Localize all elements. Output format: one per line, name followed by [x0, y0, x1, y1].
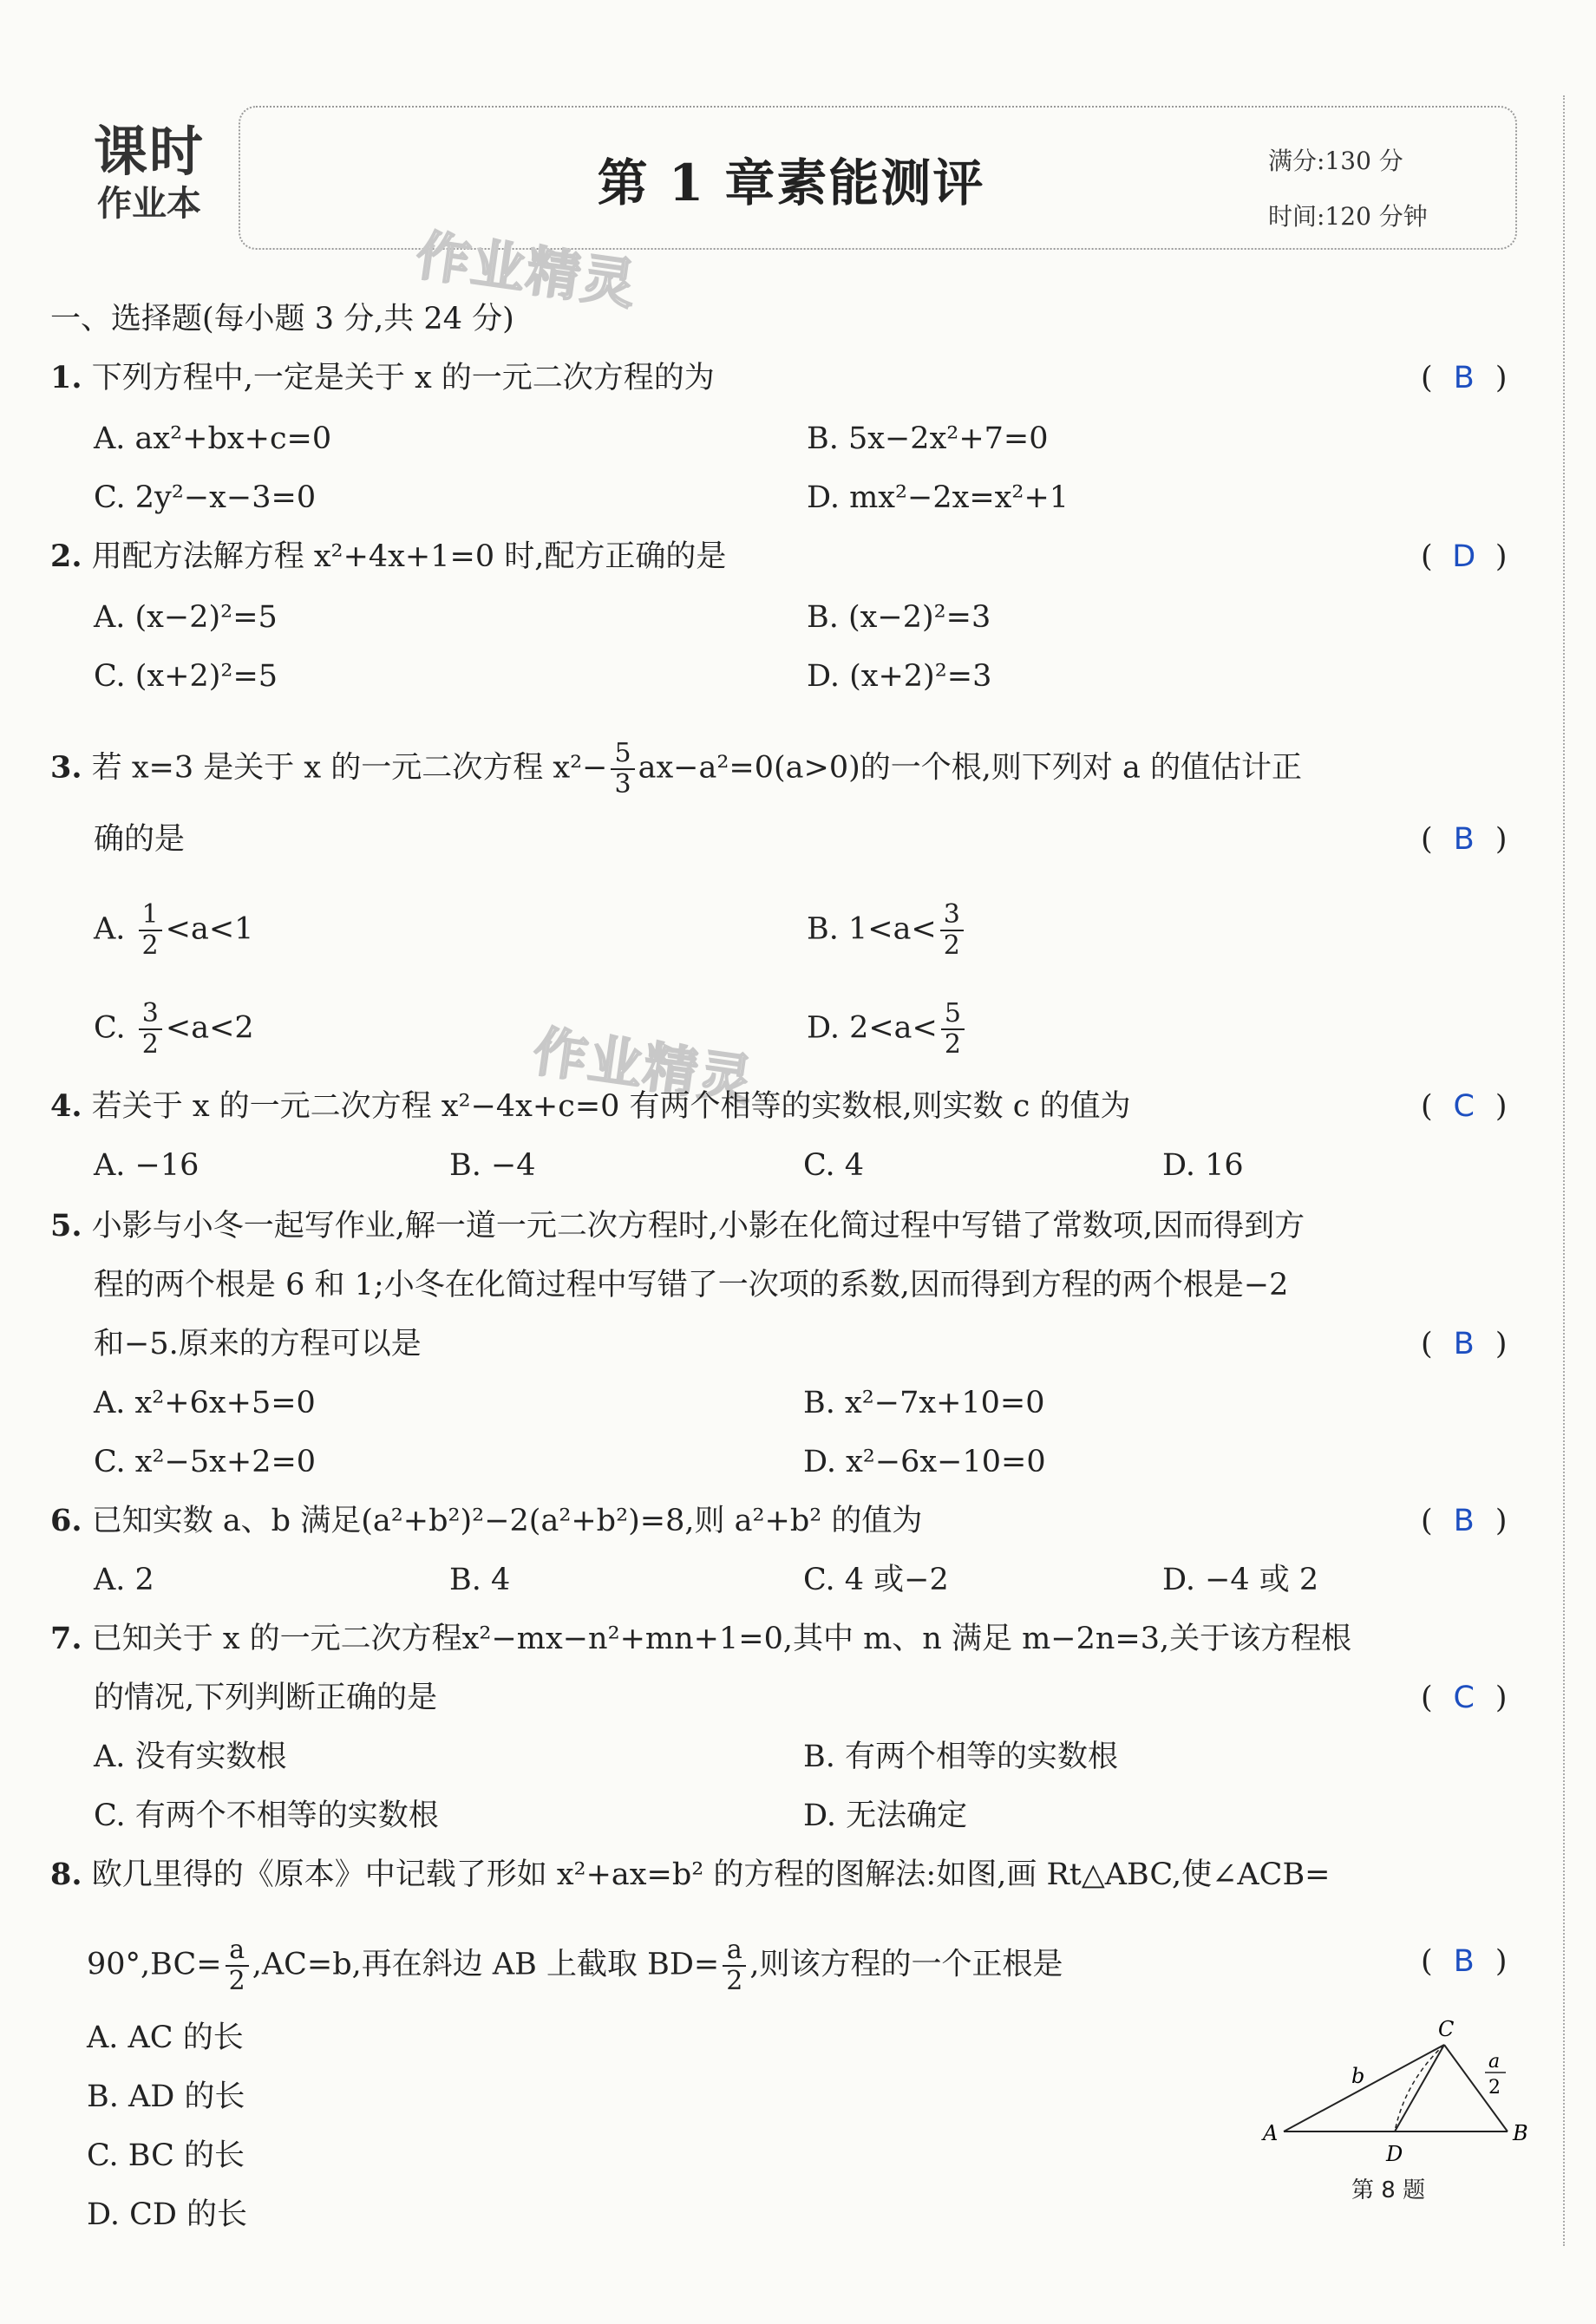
triangle-figure: [1249, 2003, 1535, 2168]
question-text: 欧几里得的《原本》中记载了形如 x²+ax=b² 的方程的图解法:如图,画 Rt△ABC,使∠ACB=: [91, 1857, 1331, 1892]
question-7-cont: 的情况,下列判断正确的是: [94, 1681, 438, 1715]
question-number: 7.: [50, 1621, 82, 1656]
question-text: 若关于 x 的一元二次方程 x²−4x+c=0 有两个相等的实数根,则实数 c 的值为: [91, 1089, 1131, 1124]
question-text: 已知关于 x 的一元二次方程x²−mx−n²+mn+1=0,其中 m、n 满足 m−2n=3,关于该方程根: [91, 1622, 1352, 1656]
option: B. 4: [449, 1563, 511, 1597]
question-number: 8.: [50, 1857, 82, 1892]
option: B. AD 的长: [87, 2079, 245, 2114]
answer-letter: C: [1453, 1681, 1475, 1715]
option: D. 无法确定: [803, 1798, 968, 1833]
logo-line2: 作业本: [97, 184, 201, 224]
question-text: 小影与小冬一起写作业,解一道一元二次方程时,小影在化简过程中写错了常数项,因而得到方: [91, 1209, 1305, 1244]
question-number: 2.: [50, 539, 82, 574]
option: D. x²−6x−10=0: [803, 1445, 1046, 1479]
option: A. 2: [94, 1563, 154, 1597]
question-text: 若 x=3 是关于 x 的一元二次方程 x²−: [91, 750, 608, 786]
option: A. x²+6x+5=0: [94, 1386, 316, 1420]
option: B. 5x−2x²+7=0: [807, 421, 1049, 456]
fraction: $\frac{a}{2}$: [723, 1936, 746, 1996]
question-7: [50, 1620, 1351, 1658]
question-text: 用配方法解方程 x²+4x+1=0 时,配方正确的是: [91, 539, 727, 574]
option: B. x²−7x+10=0: [803, 1386, 1045, 1420]
label-side-b: b: [1351, 2064, 1365, 2088]
option: C. 4: [803, 1148, 865, 1183]
option: D. (x+2)²=3: [807, 659, 992, 694]
option: C. (x+2)²=5: [94, 659, 278, 694]
question-number: 5.: [50, 1208, 82, 1244]
answer-letter: B: [1453, 822, 1475, 857]
question-number: 6.: [50, 1503, 82, 1538]
watermark: 作业精灵: [529, 1019, 759, 1113]
question-text: 已知实数 a、b 满足(a²+b²)²−2(a²+b²)=8,则 a²+b² 的值为: [91, 1504, 923, 1538]
question-5-cont: 和−5.原来的方程可以是: [94, 1327, 422, 1361]
answer-letter: B: [1453, 1327, 1475, 1361]
answer-3: ( B ): [1421, 822, 1508, 857]
answer-letter: B: [1453, 1504, 1475, 1538]
question-3: [50, 739, 1302, 800]
option: C. x²−5x+2=0: [94, 1445, 317, 1479]
option: D. 2<a< $\frac{5}{2}$: [807, 999, 968, 1060]
label-d: D: [1386, 2142, 1403, 2166]
option: D. CD 的长: [87, 2197, 248, 2232]
figure-caption: 第 8 题: [1351, 2177, 1426, 2203]
question-8-cont: 90°,BC= $\frac{a}{2}$ ,AC=b,再在斜边 AB 上截取 BD= $\frac{a}{2}$ ,则该方程的一个正根是: [87, 1935, 1063, 1996]
option: C. 有两个不相等的实数根: [94, 1798, 439, 1833]
option: A. $\frac{1}{2}$ <a<1: [94, 899, 254, 961]
answer-letter: B: [1453, 361, 1475, 395]
option: C. $\frac{3}{2}$ <a<2: [94, 998, 254, 1060]
option: C. 2y²−x−3=0: [94, 480, 317, 515]
question-6: [50, 1502, 922, 1540]
logo: [80, 121, 219, 225]
time-label: 时间:120 分钟: [1268, 202, 1428, 231]
label-frac-num: a: [1488, 2051, 1501, 2073]
margin-rule: [1563, 95, 1565, 2246]
answer-7: ( C ): [1421, 1681, 1508, 1715]
question-5: [50, 1207, 1305, 1245]
score-label: 满分:130 分: [1268, 147, 1403, 175]
exam-meta: [1268, 134, 1428, 245]
question-2: [50, 538, 726, 576]
option: D. 16: [1162, 1148, 1244, 1183]
question-text: ax−a²=0(a>0)的一个根,则下列对 a 的值估计正: [638, 750, 1303, 786]
answer-2: ( D ): [1421, 539, 1508, 574]
option: A. 没有实数根: [94, 1740, 287, 1774]
option: A. ax²+bx+c=0: [94, 421, 332, 456]
question-text: 下列方程中,一定是关于 x 的一元二次方程的为: [91, 361, 715, 395]
answer-letter: B: [1453, 1944, 1475, 1979]
page-title: 第 1 章素能测评: [597, 153, 985, 212]
answer-8: ( B ): [1421, 1944, 1508, 1979]
question-number: 1.: [50, 360, 82, 395]
answer-6: ( B ): [1421, 1504, 1508, 1538]
option: A. −16: [94, 1148, 200, 1183]
question-5-cont: 程的两个根是 6 和 1;小冬在化简过程中写错了一次项的系数,因而得到方程的两个根是−2: [94, 1268, 1289, 1302]
label-b: B: [1513, 2121, 1528, 2145]
logo-line1: 课时: [93, 120, 205, 183]
section-heading: 一、选择题(每小题 3 分,共 24 分): [50, 302, 514, 336]
option: D. −4 或 2: [1162, 1563, 1319, 1597]
watermark: 作业精灵: [412, 223, 642, 317]
option: D. mx²−2x=x²+1: [807, 480, 1069, 515]
question-number: 3.: [50, 749, 82, 786]
answer-5: ( B ): [1421, 1327, 1508, 1361]
option: C. BC 的长: [87, 2138, 245, 2173]
option: A. AC 的长: [87, 2020, 244, 2055]
answer-4: ( C ): [1421, 1089, 1508, 1124]
answer-1: ( B ): [1421, 361, 1508, 395]
option: B. 1<a< $\frac{3}{2}$: [807, 900, 967, 961]
question-8: [50, 1856, 1331, 1894]
fraction: $\frac{5}{3}$: [611, 739, 634, 800]
question-3-cont: 确的是: [94, 822, 186, 857]
question-1: [50, 359, 715, 397]
option: A. (x−2)²=5: [94, 600, 278, 635]
fraction: $\frac{a}{2}$: [226, 1936, 249, 1996]
label-a: A: [1263, 2121, 1279, 2145]
option: B. (x−2)²=3: [807, 600, 991, 635]
answer-letter: C: [1453, 1089, 1475, 1124]
question-number: 4.: [50, 1088, 82, 1124]
label-frac-den: 2: [1488, 2077, 1501, 2099]
label-c: C: [1438, 2017, 1455, 2041]
option: B. −4: [449, 1148, 536, 1183]
option: B. 有两个相等的实数根: [803, 1740, 1118, 1774]
answer-letter: D: [1452, 539, 1476, 574]
question-4: [50, 1087, 1131, 1126]
option: C. 4 或−2: [803, 1563, 949, 1597]
